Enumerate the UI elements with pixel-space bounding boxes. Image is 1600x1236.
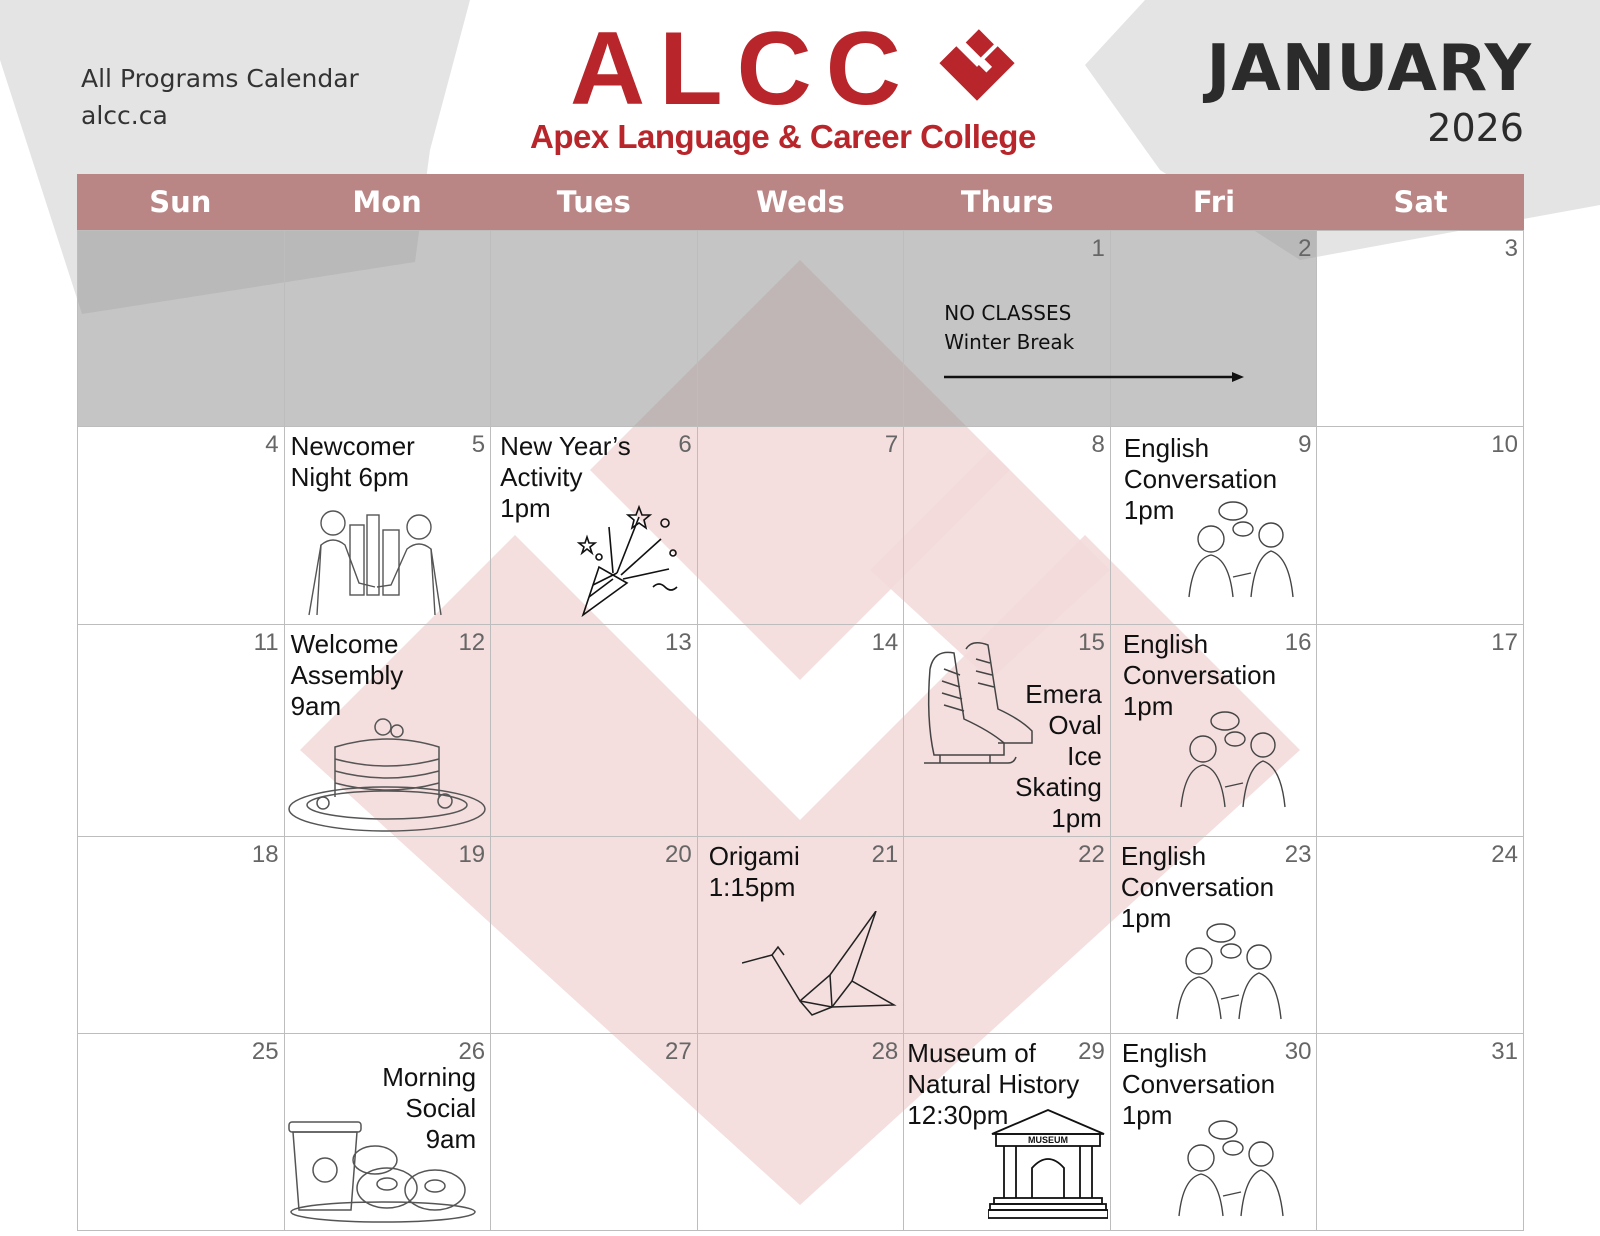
conversation-illustration-icon [1181,499,1301,599]
day-cell-9[interactable] [1111,427,1318,625]
day-number: 9 [1298,431,1312,458]
day-number: 15 [1078,629,1105,656]
day-number: 2 [1298,235,1312,262]
weekday-sun: Sun [149,185,212,219]
day-cell-27[interactable] [491,1034,698,1231]
day-cell-31[interactable] [1317,1034,1524,1231]
no-classes-label: NO CLASSES [944,301,1072,325]
weekday-fri: Fri [1192,185,1236,219]
event-line: Emera [1025,679,1102,709]
day-number: 28 [871,1038,899,1065]
weekday-mon: Mon [352,185,422,219]
day-number: 19 [458,841,486,868]
event-line: English [1121,1038,1208,1068]
day-cell-19[interactable] [285,837,492,1034]
day-number: 17 [1491,629,1518,656]
event-line: English [1120,841,1207,871]
day-cell-28[interactable] [698,1034,905,1231]
event-line: English [1123,433,1210,463]
day-cell-11[interactable] [78,625,285,837]
logo-wordmark: ALCC [570,11,915,127]
event-line: 1pm [1051,803,1102,833]
conversation-illustration-icon [1169,921,1289,1021]
weekday-header [77,174,1524,230]
event-line: Conversation [1123,464,1278,494]
website-link[interactable]: alcc.ca [81,101,168,130]
winter-break-label: Winter Break [944,330,1075,354]
day-number: 30 [1284,1038,1312,1065]
event-line: Ice [1067,741,1102,771]
event-line: Museum of [907,1038,1036,1068]
day-cell-17[interactable] [1317,625,1524,837]
day-number: 23 [1284,841,1312,868]
month-title: JANUARY [1206,32,1532,106]
day-number: 12 [458,629,486,656]
event-line: 9am [290,691,342,721]
day-number: 14 [871,629,899,656]
day-number: 8 [1091,431,1105,458]
day-number: 26 [458,1038,486,1065]
day-cell-13[interactable] [491,625,698,837]
event-line: Welcome [290,629,399,659]
event-welcome-assembly[interactable] [291,629,404,722]
logo-tagline: Apex Language & Career College [530,118,1036,155]
museum-building-icon [988,1106,1108,1226]
day-number: 13 [665,629,692,656]
year-label: 2026 [1427,106,1524,150]
day-cell-6[interactable] [491,427,698,625]
event-line: New Year’s [500,431,631,461]
event-line: Origami [708,841,800,871]
day-cell-14[interactable] [698,625,905,837]
logo-chevron-icon [930,18,1024,112]
empty-day-cell [285,231,492,427]
day-cell-23[interactable] [1111,837,1318,1034]
day-cell-24[interactable] [1317,837,1524,1034]
weekday-thu: Thurs [960,185,1054,219]
event-origami[interactable] [709,841,800,903]
event-line: 9am [425,1124,477,1154]
pancakes-illustration-icon [287,717,487,835]
day-cell-25[interactable] [78,1034,285,1231]
day-number: 25 [251,1038,279,1065]
event-line: Oval [1048,710,1102,740]
day-number: 10 [1491,431,1518,458]
event-line: Skating [1015,772,1102,802]
event-newcomer-night[interactable] [291,431,415,493]
day-cell-10[interactable] [1317,427,1524,625]
event-line: English [1122,629,1209,659]
event-line: Natural History [907,1069,1080,1099]
event-line: 1pm [500,493,551,523]
day-cell-21[interactable] [698,837,905,1034]
day-cell-1[interactable] [904,231,1111,427]
calendar-grid [77,230,1524,1231]
winter-break-notice [944,299,1074,357]
day-cell-30[interactable] [1111,1034,1318,1231]
day-number: 7 [884,431,899,458]
day-number: 6 [678,431,692,458]
arrow-right-icon [944,371,1244,383]
calendar-subtitle: All Programs Calendar [81,64,359,93]
day-cell-20[interactable] [491,837,698,1034]
day-cell-12[interactable] [285,625,492,837]
day-cell-22[interactable] [904,837,1111,1034]
handshake-illustration-icon [295,505,455,619]
party-popper-icon [569,487,689,617]
weekday-tue: Tues [556,185,631,219]
day-number: 31 [1491,1038,1518,1065]
day-cell-29[interactable] [904,1034,1111,1231]
weekday-sat: Sat [1393,185,1448,219]
day-number: 4 [265,431,279,458]
day-number: 1 [1091,235,1105,262]
day-number: 27 [665,1038,692,1065]
event-line: 1:15pm [708,872,796,902]
day-number: 16 [1284,629,1312,656]
event-line: Night 6pm [290,462,410,492]
header-info [81,60,359,134]
day-number: 22 [1078,841,1105,868]
day-cell-8[interactable] [904,427,1111,625]
event-line: 1pm [1123,495,1175,525]
day-number: 21 [871,841,899,868]
day-cell-4[interactable] [78,427,285,625]
day-cell-16[interactable] [1111,625,1318,837]
month-calendar [77,174,1524,1231]
conversation-illustration-icon [1171,1118,1291,1218]
event-line: Newcomer [290,431,415,461]
event-line: 1pm [1120,903,1172,933]
empty-day-cell [78,231,285,427]
event-line: Conversation [1121,1069,1276,1099]
event-line: Activity [500,462,583,492]
empty-day-cell [491,231,698,427]
museum-sign-text: MUSEUM [1028,1135,1069,1145]
day-number: 3 [1504,235,1518,262]
day-number: 5 [471,431,486,458]
day-number: 20 [665,841,692,868]
paper-crane-icon [742,911,897,1019]
event-line: Social [405,1093,477,1123]
day-number: 29 [1078,1038,1105,1065]
event-line: Assembly [290,660,404,690]
day-number: 11 [253,629,279,656]
day-cell-2[interactable] [1111,231,1318,427]
conversation-illustration-icon [1173,709,1293,809]
day-cell-5[interactable] [285,427,492,625]
day-cell-18[interactable] [78,837,285,1034]
empty-day-cell [698,231,905,427]
event-line: Conversation [1122,660,1277,690]
day-number: 24 [1491,841,1518,868]
weekday-wed: Weds [756,185,845,219]
day-number: 18 [251,841,279,868]
event-line: 1pm [1122,691,1174,721]
event-line: Conversation [1120,872,1275,902]
day-cell-26[interactable] [285,1034,492,1231]
coffee-donuts-illustration-icon [287,1118,477,1224]
day-cell-3[interactable] [1317,231,1524,427]
day-cell-15[interactable] [904,625,1111,837]
event-line: Morning [382,1062,477,1092]
college-logo [530,11,1090,164]
event-ice-skating[interactable] [1015,679,1102,834]
event-line: 1pm [1121,1100,1173,1130]
event-line: 12:30pm [907,1100,1009,1130]
day-cell-7[interactable] [698,427,905,625]
